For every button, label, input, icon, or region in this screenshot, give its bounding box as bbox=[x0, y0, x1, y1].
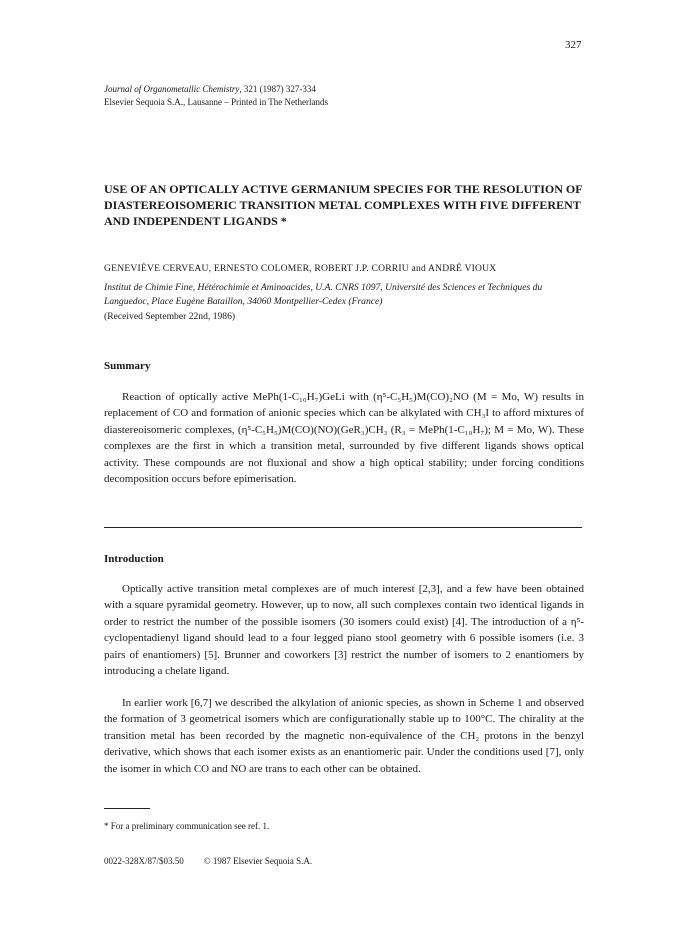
introduction-heading: Introduction bbox=[104, 553, 164, 565]
publisher-line: Elsevier Sequoia S.A., Lausanne – Printed in The Netherlands bbox=[104, 97, 329, 107]
intro-paragraph-2: In earlier work [6,7] we described the alkylation of anionic species, as shown in Scheme 1 and observed the formation of 3 geometrical isomers which are configurationally stable up to 100°C. The chirality at the transition metal has been recorded by the magnetic non-equivalence of the CH₂ protons in the benzyl derivative, which shows that each isomer exists as an enantiomeric pair. Under the conditions used [7], only the isomer in which CO and NO are trans to each other can be obtained. bbox=[104, 697, 584, 775]
issn-code: 0022-328X/87/$03.50 bbox=[104, 856, 184, 866]
journal-citation: , 321 (1987) 327-334 bbox=[239, 84, 316, 94]
author-list: GENEVIÈVE CERVEAU, ERNESTO COLOMER, ROBERT J.P. CORRIU and ANDRÉ VIOUX bbox=[104, 263, 497, 274]
journal-name: Journal of Organometallic Chemistry bbox=[104, 84, 240, 94]
intro-paragraph-1: Optically active transition metal complexes are of much interest [2,3], and a few have been obtained with a square pyramidal geometry. However, up to now, all such complexes contain two identical ligands in order to restrict the number of the possible isomers (30 isomers could exist) [4]. The introduction of a η⁵-cyclopentadienyl ligand should lead to a four legged piano stool geometry with 6 possible isomers (i.e. 3 pairs of enantiomers) [5]. Brunner and coworkers [3] restrict the number of isomers to 2 enantiomers by introducing a chelate ligand. bbox=[104, 583, 584, 678]
received-date: (Received September 22nd, 1986) bbox=[104, 311, 236, 322]
copyright-notice: © 1987 Elsevier Sequoia S.A. bbox=[203, 856, 313, 866]
summary-heading: Summary bbox=[104, 360, 151, 372]
affiliation: Institut de Chimie Fine, Hétérochimie et Aminoacides, U.A. CNRS 1097, Université des Sciences et Techniques du Languedoc, Place Eugène Bataillon, 34060 Montpellier-Cedex (France) bbox=[104, 282, 543, 307]
code-line bbox=[104, 856, 312, 866]
page-number: 327 bbox=[565, 39, 582, 51]
section-divider bbox=[104, 527, 582, 528]
journal-header bbox=[104, 83, 328, 109]
footnote: * For a preliminary communication see ref. 1. bbox=[104, 821, 270, 831]
summary-paragraph: Reaction of optically active MePh(1-C₁₀H₇)GeLi with (η⁵-C₅H₅)M(CO)₂NO (M = Mo, W) results in replacement of CO and formation of anionic species which can be alkylated with CH₃I to afford mixtures of diastereoisomeric complexes, (η⁵-C₅H₅)M(CO)(NO)(GeR₃)CH₃ (R₃ = MePh(1-C₁₀H₇); M = Mo, W). These complexes are the first in which a transition metal, surrounded by five different ligands shows optical activity. These compounds are not fluxional and show a high optical stability; under forcing conditions decomposition occurs before epimerisation. bbox=[104, 391, 584, 486]
footnote-divider bbox=[104, 808, 150, 809]
paper-title: USE OF AN OPTICALLY ACTIVE GERMANIUM SPECIES FOR THE RESOLUTION OF DIASTEREOISOMERIC TRANSITION METAL COMPLEXES WITH FIVE DIFFERENT AND INDEPENDENT LIGANDS * bbox=[104, 182, 583, 228]
